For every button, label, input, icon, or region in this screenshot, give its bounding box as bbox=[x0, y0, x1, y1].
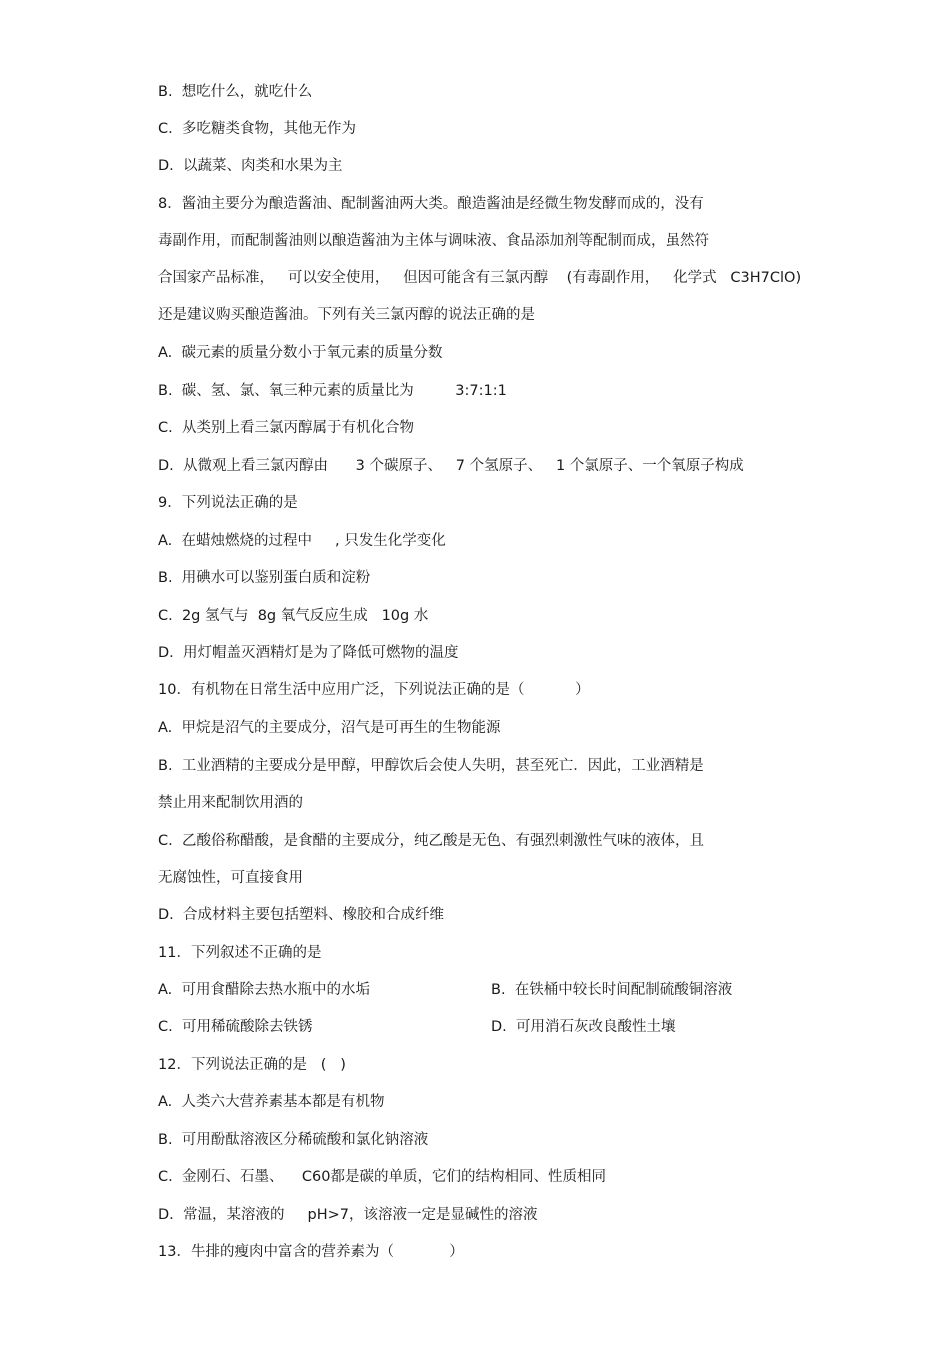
option-a-q12: A. 人类六大营养素基本都是有机物 bbox=[158, 1094, 385, 1110]
question-9: 9．下列说法正确的是 bbox=[158, 495, 298, 511]
option-b-q11: B. 在铁桶中较长时间配制硫酸铜溶液 bbox=[491, 982, 733, 998]
option-b-q8: B. 碳、氢、氯、氧三种元素的质量比为 3:7:1:1 bbox=[158, 383, 507, 399]
option-b-q9: B. 用碘水可以鉴别蛋白质和淀粉 bbox=[158, 570, 371, 586]
option-c-q8: C. 从类别上看三氯丙醇属于有机化合物 bbox=[158, 420, 414, 436]
option-d-q7: D. 以蔬菜、肉类和水果为主 bbox=[158, 158, 343, 174]
question-8-line-3: 合国家产品标准， 可以安全使用， 但因可能含有三氯丙醇 (有毒副作用， 化学式 C3H7ClO) bbox=[158, 270, 802, 286]
question-10: 10．有机物在日常生活中应用广泛，下列说法正确的是（ ） bbox=[158, 682, 590, 698]
question-11: 11．下列叙述不正确的是 bbox=[158, 945, 322, 961]
question-13: 13．牛排的瘦肉中富含的营养素为（ ） bbox=[158, 1244, 464, 1260]
option-c-q12: C. 金刚石、石墨、 C60都是碳的单质，它们的结构相同、性质相同 bbox=[158, 1169, 606, 1185]
option-b-q7: B. 想吃什么，就吃什么 bbox=[158, 84, 313, 100]
option-a-q8: A. 碳元素的质量分数小于氧元素的质量分数 bbox=[158, 345, 443, 361]
option-b-q10-line-2: 禁止用来配制饮用酒的 bbox=[158, 795, 303, 811]
option-a-q9: A. 在蜡烛燃烧的过程中 , 只发生化学变化 bbox=[158, 533, 446, 549]
option-c-q9: C. 2g 氢气与 8g 氧气反应生成 10g 水 bbox=[158, 608, 429, 624]
option-d-q12: D. 常温，某溶液的 pH>7，该溶液一定是显碱性的溶液 bbox=[158, 1207, 538, 1223]
option-d-q11: D. 可用消石灰改良酸性土壤 bbox=[491, 1019, 676, 1035]
question-8-line-4: 还是建议购买酿造酱油。下列有关三氯丙醇的说法正确的是 bbox=[158, 307, 535, 323]
option-c-q10-line-1: C. 乙酸俗称醋酸，是食醋的主要成分，纯乙酸是无色、有强烈刺激性气味的液体，且 bbox=[158, 833, 704, 849]
option-c-q7: C. 多吃糖类食物，其他无作为 bbox=[158, 121, 356, 137]
option-a-q10: A. 甲烷是沼气的主要成分，沼气是可再生的生物能源 bbox=[158, 720, 501, 736]
option-a-q11: A. 可用食醋除去热水瓶中的水垢 bbox=[158, 982, 370, 998]
option-d-q9: D. 用灯帽盖灭酒精灯是为了降低可燃物的温度 bbox=[158, 645, 459, 661]
question-8-line-1: 8．酱油主要分为酿造酱油、配制酱油两大类。酿造酱油是经微生物发酵而成的，没有 bbox=[158, 196, 704, 212]
option-b-q12: B. 可用酚酞溶液区分稀硫酸和氯化钠溶液 bbox=[158, 1132, 429, 1148]
option-d-q8: D. 从微观上看三氯丙醇由 3 个碳原子、 7 个氢原子、 1 个氯原子、一个氧原子构成 bbox=[158, 458, 744, 474]
question-12: 12．下列说法正确的是 ( ) bbox=[158, 1057, 346, 1073]
option-c-q11: C. 可用稀硫酸除去铁锈 bbox=[158, 1019, 313, 1035]
question-8-line-2: 毒副作用，而配制酱油则以酿造酱油为主体与调味液、食品添加剂等配制而成，虽然符 bbox=[158, 233, 709, 249]
option-c-q10-line-2: 无腐蚀性，可直接食用 bbox=[158, 870, 303, 886]
option-b-q10-line-1: B. 工业酒精的主要成分是甲醇，甲醇饮后会使人失明，甚至死亡．因此，工业酒精是 bbox=[158, 758, 704, 774]
option-d-q10: D. 合成材料主要包括塑料、橡胶和合成纤维 bbox=[158, 907, 444, 923]
